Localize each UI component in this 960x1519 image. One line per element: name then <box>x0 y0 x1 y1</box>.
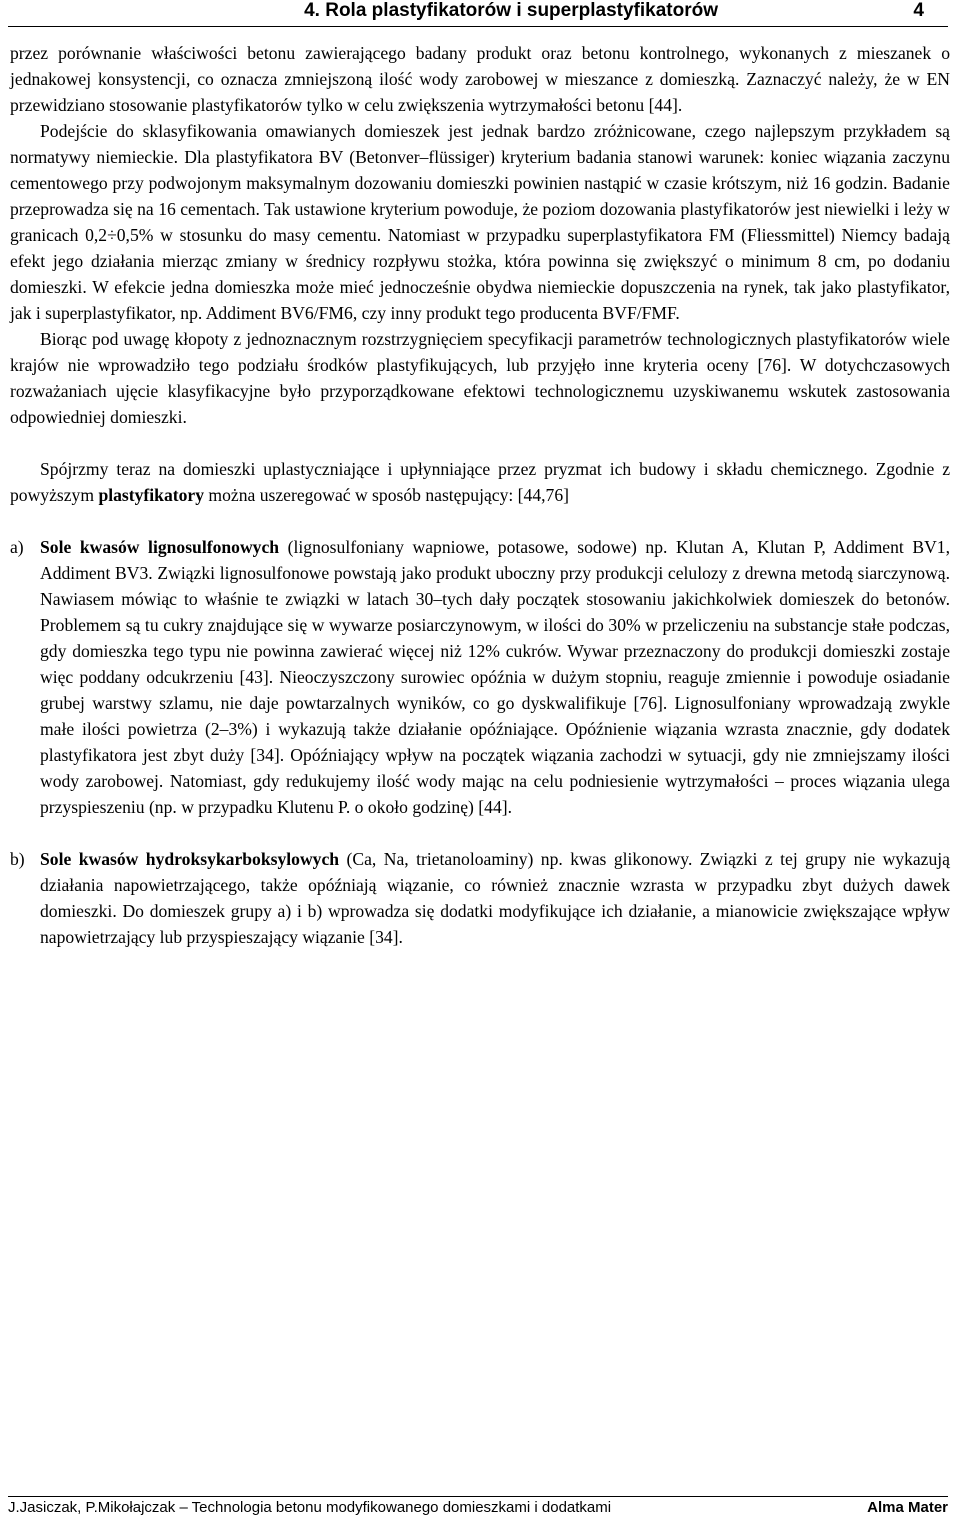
paragraph-4 <box>10 456 950 508</box>
page-number: 4 <box>913 0 924 21</box>
list-item-b <box>10 846 950 950</box>
chapter-title: 4. Rola plastyfikatorów i superplastyfikatorów <box>304 0 718 21</box>
page-header <box>8 0 948 27</box>
list-heading-a: Sole kwasów lignosulfonowych <box>40 537 280 557</box>
page-body <box>10 40 950 950</box>
page-footer <box>8 1496 948 1516</box>
paragraph-2: Podejście do sklasyfikowania omawianych domieszek jest jednak bardzo zróżnicowane, czego najlepszym przykładem są normatywy niemieckie. Dla plastyfikatora BV (Betonver–flüssiger) kryterium badania stanowi warunek: koniec wiązania zaczynu cementowego przy podwojonym maksymalnym dozowaniu domieszki powinien nastąpić w czasie krótszym, niż 16 godzin. Badanie przeprowadza się na 16 cementach. Tak ustawione kryterium powoduje, że poziom dozowania plastyfikatorów jest niewielki i leży w granicach 0,2÷0,5% w stosunku do masy cementu. Natomiast w przypadku superplastyfikatora FM (Fliessmittel) Niemcy badają efekt jego działania mierząc zmiany w średnicy rozpływu stożka, która powinna się zwiększyć o minimum 8 cm, po dodaniu domieszki. W efekcie jedna domieszka może mieć jednocześnie obydwa niemieckie dopuszczenia na rynek, tak jako plastyfikator, jak i superplastyfikator, np. Addiment BV6/FM6, czy inny produkt tego producenta BVF/FMF. <box>10 121 950 323</box>
list-text-b: (Ca, Na, trietanoloaminy) np. kwas glikonowy. Związki z tej grupy nie wykazują działania napowietrzającego, także opóźniają wiązanie, co również znacznie wzrasta w przypadku zbyt dużych dawek domieszki. Do domieszek grupy a) i b) wprowadza się dodatki modyfikujące ich działanie, a mianowicie zwiększające wpływ napowietrzający lub przyspieszający wiązanie [34]. <box>40 849 950 947</box>
list-marker-a: a) <box>10 537 24 557</box>
paragraph-1: przez porównanie właściwości betonu zawierającego badany produkt oraz betonu kontrolnego, wykonanych z mieszanek o jednakowej konsystencji, co oznacza zmniejszoną ilość wody zarobowej w mieszance z domieszką. Zaznaczyć należy, że w EN przewidziano stosowanie plastyfikatorów tylko w celu zwiększenia wytrzymałości betonu [44]. <box>10 43 950 115</box>
paragraph-4-start: Spójrzmy teraz na domieszki uplastyczniające i upłynniające przez pryzmat ich budowy i składu chemicznego. Zgodnie z powyższym <box>10 459 950 505</box>
list-marker-b: b) <box>10 849 25 869</box>
list-body-b <box>40 846 950 950</box>
paragraph-3: Biorąc pod uwagę kłopoty z jednoznacznym rozstrzygnięciem specyfikacji parametrów technologicznych plastyfikatorów wiele krajów nie wprowadziło tego podziału środków plastyfikujących, lub przyjęło inne kryteria oceny [76]. W dotychczasowych rozważaniach ujęcie klasyfikacyjne było przyporządkowane efektowi technologicznemu uzyskiwanemu wskutek zastosowania odpowiedniej domieszki. <box>10 329 950 427</box>
footer-authors: J.Jasiczak, P.Mikołajczak – Technologia betonu modyfikowanego domieszkami i dodatkami <box>8 1499 612 1516</box>
paragraph-4-end: można uszeregować w sposób następujący: [44,76] <box>204 485 569 505</box>
list-heading-b: Sole kwasów hydroksykarboksylowych <box>40 849 340 869</box>
list-item-a <box>10 534 950 820</box>
list-body-a <box>40 534 950 820</box>
paragraph-4-bold: plastyfikatory <box>98 485 205 505</box>
footer-publisher: Alma Mater <box>867 1499 948 1516</box>
list-text-a: (lignosulfoniany wapniowe, potasowe, sodowe) np. Klutan A, Klutan P, Addiment BV1, Addiment BV3. Związki lignosulfonowe powstają jako produkt uboczny przy produkcji celulozy z drewna metodą siarczynową. Nawiasem mówiąc to właśnie te związki w latach 30–tych dały początek stosowaniu jakichkolwiek domieszek do betonów. Problemem są tu cukry znajdujące się w wywarze posiarczynowym, w ilości do 30% w przeliczeniu na substancje stałe podczas, gdy domieszka tego typu nie powinna zawierać więcej niż 12% cukrów. Wywar przeznaczony do produkcji domieszki zostaje więc poddany odcukrzeniu [43]. Nieoczyszczony surowiec opóźnia w dużym stopniu, reaguje zmiennie i powoduje osiadanie grubej warstwy szlamu, nie daje powtarzalnych wyników, co go dyskwalifikuje [76]. Lignosulfoniany wprowadzają zwykle małe ilości powietrza (2–3%) i wykazują także działanie opóźniające. Opóźnienie wiązania wzrasta znacznie, gdy dodatek plastyfikatora jest zbyt duży [34]. Opóźniający wpływ na początek wiązania zachodzi w sytuacji, gdy nie zmniejszamy ilości wody zarobowej. Natomiast, gdy redukujemy ilość wody mając na celu podniesienie wytrzymałości – proces wiązania ulega przyspieszeniu (np. w przypadku Klutenu P. o około godzinę) [44]. <box>40 537 950 817</box>
